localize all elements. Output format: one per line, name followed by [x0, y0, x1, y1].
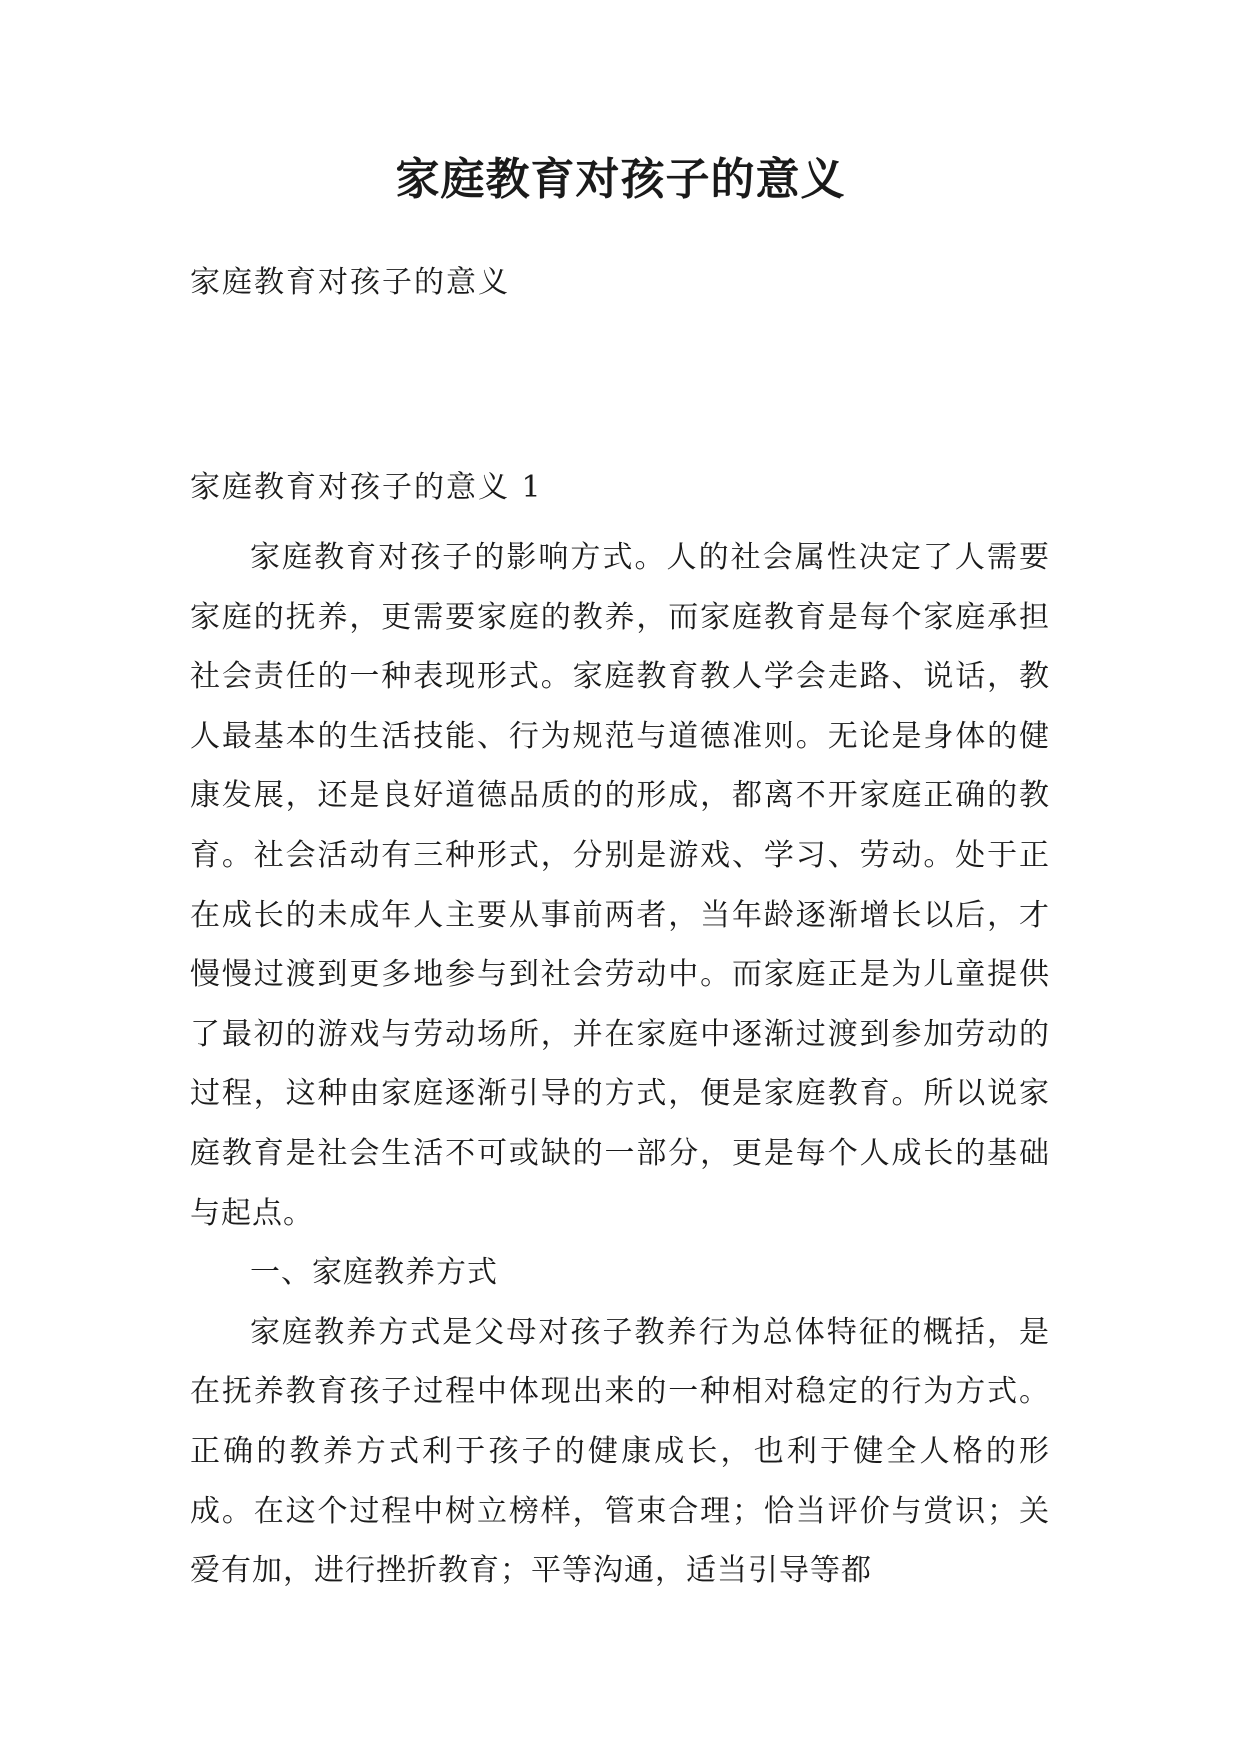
section-heading: 家庭教育对孩子的意义 1 — [190, 470, 543, 505]
document-subtitle: 家庭教育对孩子的意义 — [190, 265, 510, 300]
document-title: 家庭教育对孩子的意义 — [395, 154, 846, 205]
sub-heading: 一、家庭教养方式 — [250, 1255, 498, 1291]
body-paragraph: 家庭教育对孩子的影响方式。人的社会属性决定了人需要家庭的抚养，更需要家庭的教养，而家庭教育是每个家庭承担社会责任的一种表现形式。家庭教育教人学会走路、说话，教人最基本的生活技能、行为规范与道德准则。无论是身体的健康发展，还是良好道德品质的的形成，都离不开家庭正确的教育。社会活动有三种形式，分别是游戏、学习、劳动。处于正在成长的未成年人主要从事前两者，当年龄逐渐增长以后，才慢慢过渡到更多地参与到社会劳动中。而家庭正是为儿童提供了最初的游戏与劳动场所，并在家庭中逐渐过渡到参加劳动的过程，这种由家庭逐渐引导的方式，便是家庭教育。所以说家庭教育是社会生活不可或缺的一部分，更是每个人成长的基础与起点。 — [190, 540, 1050, 1231]
document-body — [190, 528, 1050, 1601]
body-paragraph: 家庭教养方式是父母对孩子教养行为总体特征的概括，是在抚养教育孩子过程中体现出来的一种相对稳定的行为方式。正确的教养方式利于孩子的健康成长，也利于健全人格的形成。在这个过程中树立榜样，管束合理；恰当评价与赏识；关爱有加，进行挫折教育；平等沟通，适当引导等都 — [190, 1314, 1050, 1589]
